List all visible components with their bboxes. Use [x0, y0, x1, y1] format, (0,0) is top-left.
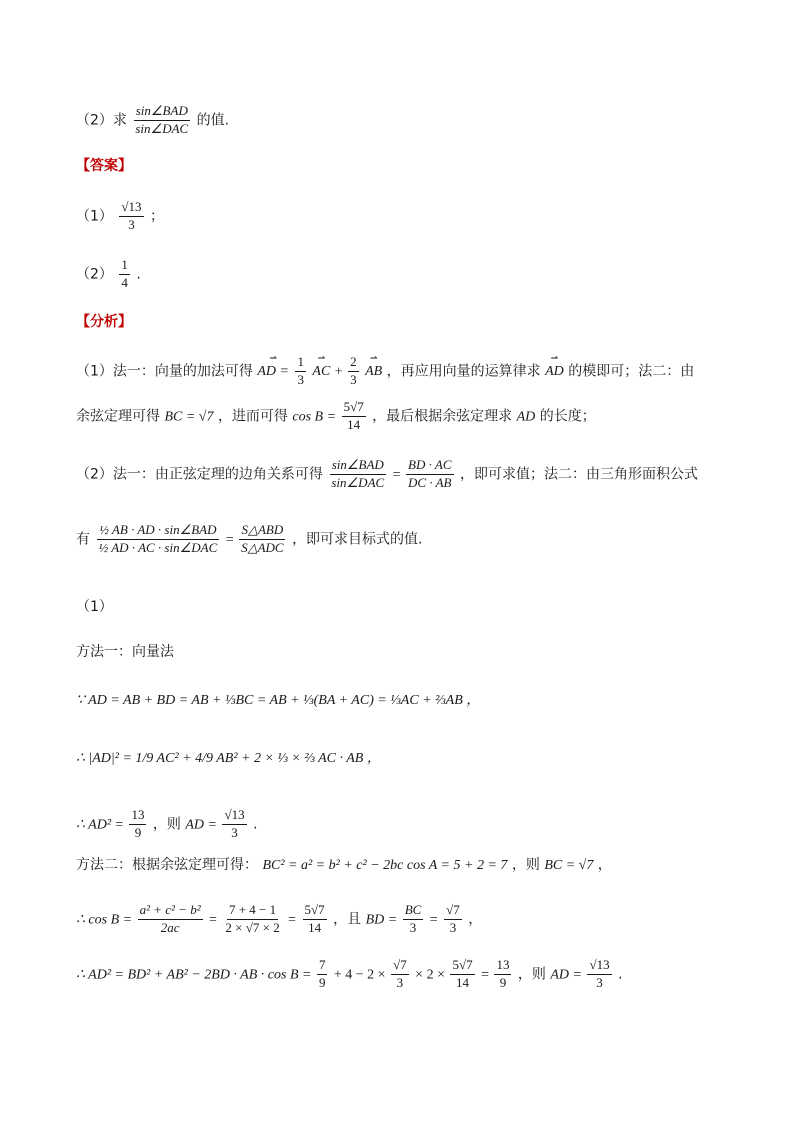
fraction-denominator: sin∠DAC: [331, 474, 385, 490]
text: ，且: [333, 911, 362, 928]
fraction: [587, 958, 611, 991]
fraction-numerator: √13: [587, 958, 611, 975]
fraction-numerator: 13: [494, 958, 511, 975]
fraction-numerator: 7: [317, 958, 328, 975]
method-2-line-3: [76, 958, 623, 991]
formula-ad: AD: [516, 409, 536, 425]
formula: BD =: [365, 912, 401, 928]
answer-1-suffix: ；: [149, 208, 164, 225]
fraction-denominator: 2ac: [160, 919, 180, 935]
text: ，即可求值；法二：由三角形面积公式: [459, 466, 698, 483]
fraction: [222, 808, 246, 841]
formula: + 4 − 2 ×: [333, 967, 390, 983]
fraction-denominator: 14: [347, 416, 361, 432]
fraction-numerator: 2: [348, 355, 359, 372]
method-1-line-1: ∵ AD = AB + BD = AB + ⅓BC = AB + ⅓(BA + AC) = ⅓AC + ⅔AB ，: [76, 693, 481, 708]
fraction: [450, 958, 474, 991]
method-1-title: 方法一：向量法: [76, 644, 174, 660]
fraction-denominator: ½ AD · AC · sin∠DAC: [98, 539, 218, 555]
answer-2-label: （2）: [76, 266, 113, 283]
fraction-numerator: S△ABD: [239, 523, 285, 540]
answer-2-fraction: [119, 258, 130, 291]
text: ，则: [517, 966, 546, 983]
fraction-numerator: 5√7: [303, 903, 327, 920]
analysis-2-line-2: [76, 523, 423, 556]
fraction-numerator: √13: [222, 808, 246, 825]
text: ，: [597, 857, 612, 873]
fraction-denominator: 9: [318, 974, 326, 990]
formula-bc: BC = √7: [164, 409, 214, 425]
fraction-numerator: 1: [119, 258, 130, 275]
fraction-denominator: 2 × √7 × 2: [225, 919, 280, 935]
text: ，则: [152, 816, 181, 833]
fraction-denominator: 3: [128, 216, 135, 232]
text: .: [618, 966, 623, 983]
equals: =: [481, 967, 493, 983]
fraction: [138, 903, 203, 936]
method-2-line-2: ∴ cos B = $\frac{\text{a² + c² − b²}}{2ac}$ = $\frac{7 + 4 - 1}{2 \times √7 \times 2}$ = $\frac{5√7}{14}$ ，且 BD = $\frac{BC}{3}$ = $\frac{√7}{3}$ ，: [76, 902, 483, 935]
method-1-line-2: ∴ |AD|² = 1/9 AC² + 4/9 AB² + 2 × ⅓ × ⅔ AC · AB ，: [76, 751, 381, 766]
fraction-denominator: 3: [231, 824, 238, 840]
fraction-denominator: 14: [308, 919, 322, 935]
vector-ab: ⇀ AB: [365, 365, 382, 379]
text: （1）法一：向量的加法可得: [76, 363, 253, 380]
method-2-line-1: [76, 858, 612, 873]
text: ，再应用向量的运算律求: [386, 363, 541, 380]
text: 的长度；: [539, 408, 596, 425]
vector-ac: ⇀ AC: [312, 365, 330, 379]
fraction-numerator: sin∠BAD: [134, 104, 190, 121]
fraction-denominator: 3: [350, 371, 357, 387]
fraction-denominator: S△ADC: [241, 539, 284, 555]
plus: +: [334, 364, 347, 380]
formula: AD =: [550, 967, 586, 983]
fraction: [295, 355, 306, 388]
fraction-numerator: 13: [129, 808, 146, 825]
text: ，则: [511, 857, 540, 873]
formula: ∴ AD² =: [76, 817, 128, 833]
fraction: [444, 903, 462, 936]
analysis-1-line-1: [76, 355, 694, 388]
equals: =: [392, 467, 405, 483]
fraction-numerator: 5√7: [342, 400, 366, 417]
formula: ∴ AD² = BD² + AB² − 2BD · AB · cos B =: [76, 967, 315, 983]
text: （2）法一：由正弦定理的边角关系可得: [76, 466, 323, 483]
fraction-denominator: 3: [596, 974, 603, 990]
answer-2-suffix: .: [136, 266, 141, 283]
answer-heading: 【答案】: [76, 158, 132, 174]
fraction: [317, 958, 328, 991]
formula: ∴ cos B =: [76, 912, 136, 928]
method-1-line-3: [76, 808, 258, 841]
fraction-denominator: 9: [499, 974, 507, 990]
analysis-1-line-2: [76, 400, 596, 433]
text: ，进而可得: [217, 408, 288, 425]
fraction-denominator: sin∠DAC: [135, 120, 189, 136]
fraction-denominator: 3: [396, 974, 404, 990]
answer-1: [76, 200, 164, 233]
fraction: [329, 458, 386, 491]
formula: × 2 ×: [415, 967, 449, 983]
text: ，即可求目标式的值.: [292, 531, 423, 548]
fraction: [129, 808, 146, 841]
fraction: [494, 958, 511, 991]
fraction: [406, 458, 453, 491]
question-2-suffix: 的值.: [196, 112, 230, 129]
text: 的模即可；法二：由: [568, 363, 695, 380]
text: 余弦定理可得: [76, 408, 160, 425]
fraction: [303, 903, 327, 936]
solution-1-label: （1）: [76, 599, 113, 615]
question-2: [76, 104, 229, 137]
fraction-denominator: 4: [121, 274, 128, 290]
fraction-denominator: 9: [134, 824, 142, 840]
text: .: [253, 816, 258, 833]
fraction-numerator: √7: [391, 958, 409, 975]
text: 方法二：根据余弦定理可得：: [76, 857, 258, 873]
equals: =: [225, 532, 238, 548]
formula: BC² = a² = b² + c² − 2bc cos A = 5 + 2 = 7: [262, 858, 508, 873]
question-2-fraction: [133, 104, 190, 137]
fraction-numerator: ½ AB · AD · sin∠BAD: [97, 523, 218, 540]
analysis-heading: 【分析】: [76, 314, 132, 330]
formula: BC = √7: [544, 858, 594, 873]
fraction: [348, 355, 359, 388]
fraction-numerator: 1: [295, 355, 306, 372]
formula-cosb: cos B =: [292, 409, 340, 425]
fraction-denominator: 3: [297, 371, 304, 387]
text: 有: [76, 531, 90, 548]
fraction-numerator: BD · AC: [406, 458, 453, 475]
text: ，: [468, 911, 483, 928]
fraction-numerator: √7: [444, 903, 462, 920]
fraction-denominator: 14: [456, 974, 470, 990]
vector-ad: ⇀ AD =: [257, 365, 289, 379]
fraction-numerator: 5√7: [450, 958, 474, 975]
answer-1-fraction: [119, 200, 143, 233]
fraction-numerator: √13: [119, 200, 143, 217]
fraction: [239, 523, 286, 556]
answer-2: [76, 258, 141, 291]
fraction: [223, 903, 281, 936]
formula: AD =: [185, 817, 221, 833]
vector-ad: ⇀ AD: [545, 365, 564, 379]
fraction: [391, 958, 409, 991]
fraction-denominator: 3: [449, 919, 457, 935]
fraction: [342, 400, 366, 433]
fraction-denominator: DC · AB: [408, 474, 452, 490]
question-2-label: （2）求: [76, 112, 127, 129]
analysis-2-line-1: [76, 458, 698, 491]
fraction-denominator: 3: [409, 919, 417, 935]
answer-1-label: （1）: [76, 208, 113, 225]
fraction-numerator: BC: [403, 903, 424, 920]
fraction-numerator: a² + c² − b²: [138, 903, 203, 920]
fraction-numerator: sin∠BAD: [330, 458, 386, 475]
text: ，最后根据余弦定理求: [372, 408, 513, 425]
fraction: [96, 523, 219, 556]
fraction: [403, 903, 424, 936]
fraction-numerator: 7 + 4 − 1: [227, 903, 278, 920]
